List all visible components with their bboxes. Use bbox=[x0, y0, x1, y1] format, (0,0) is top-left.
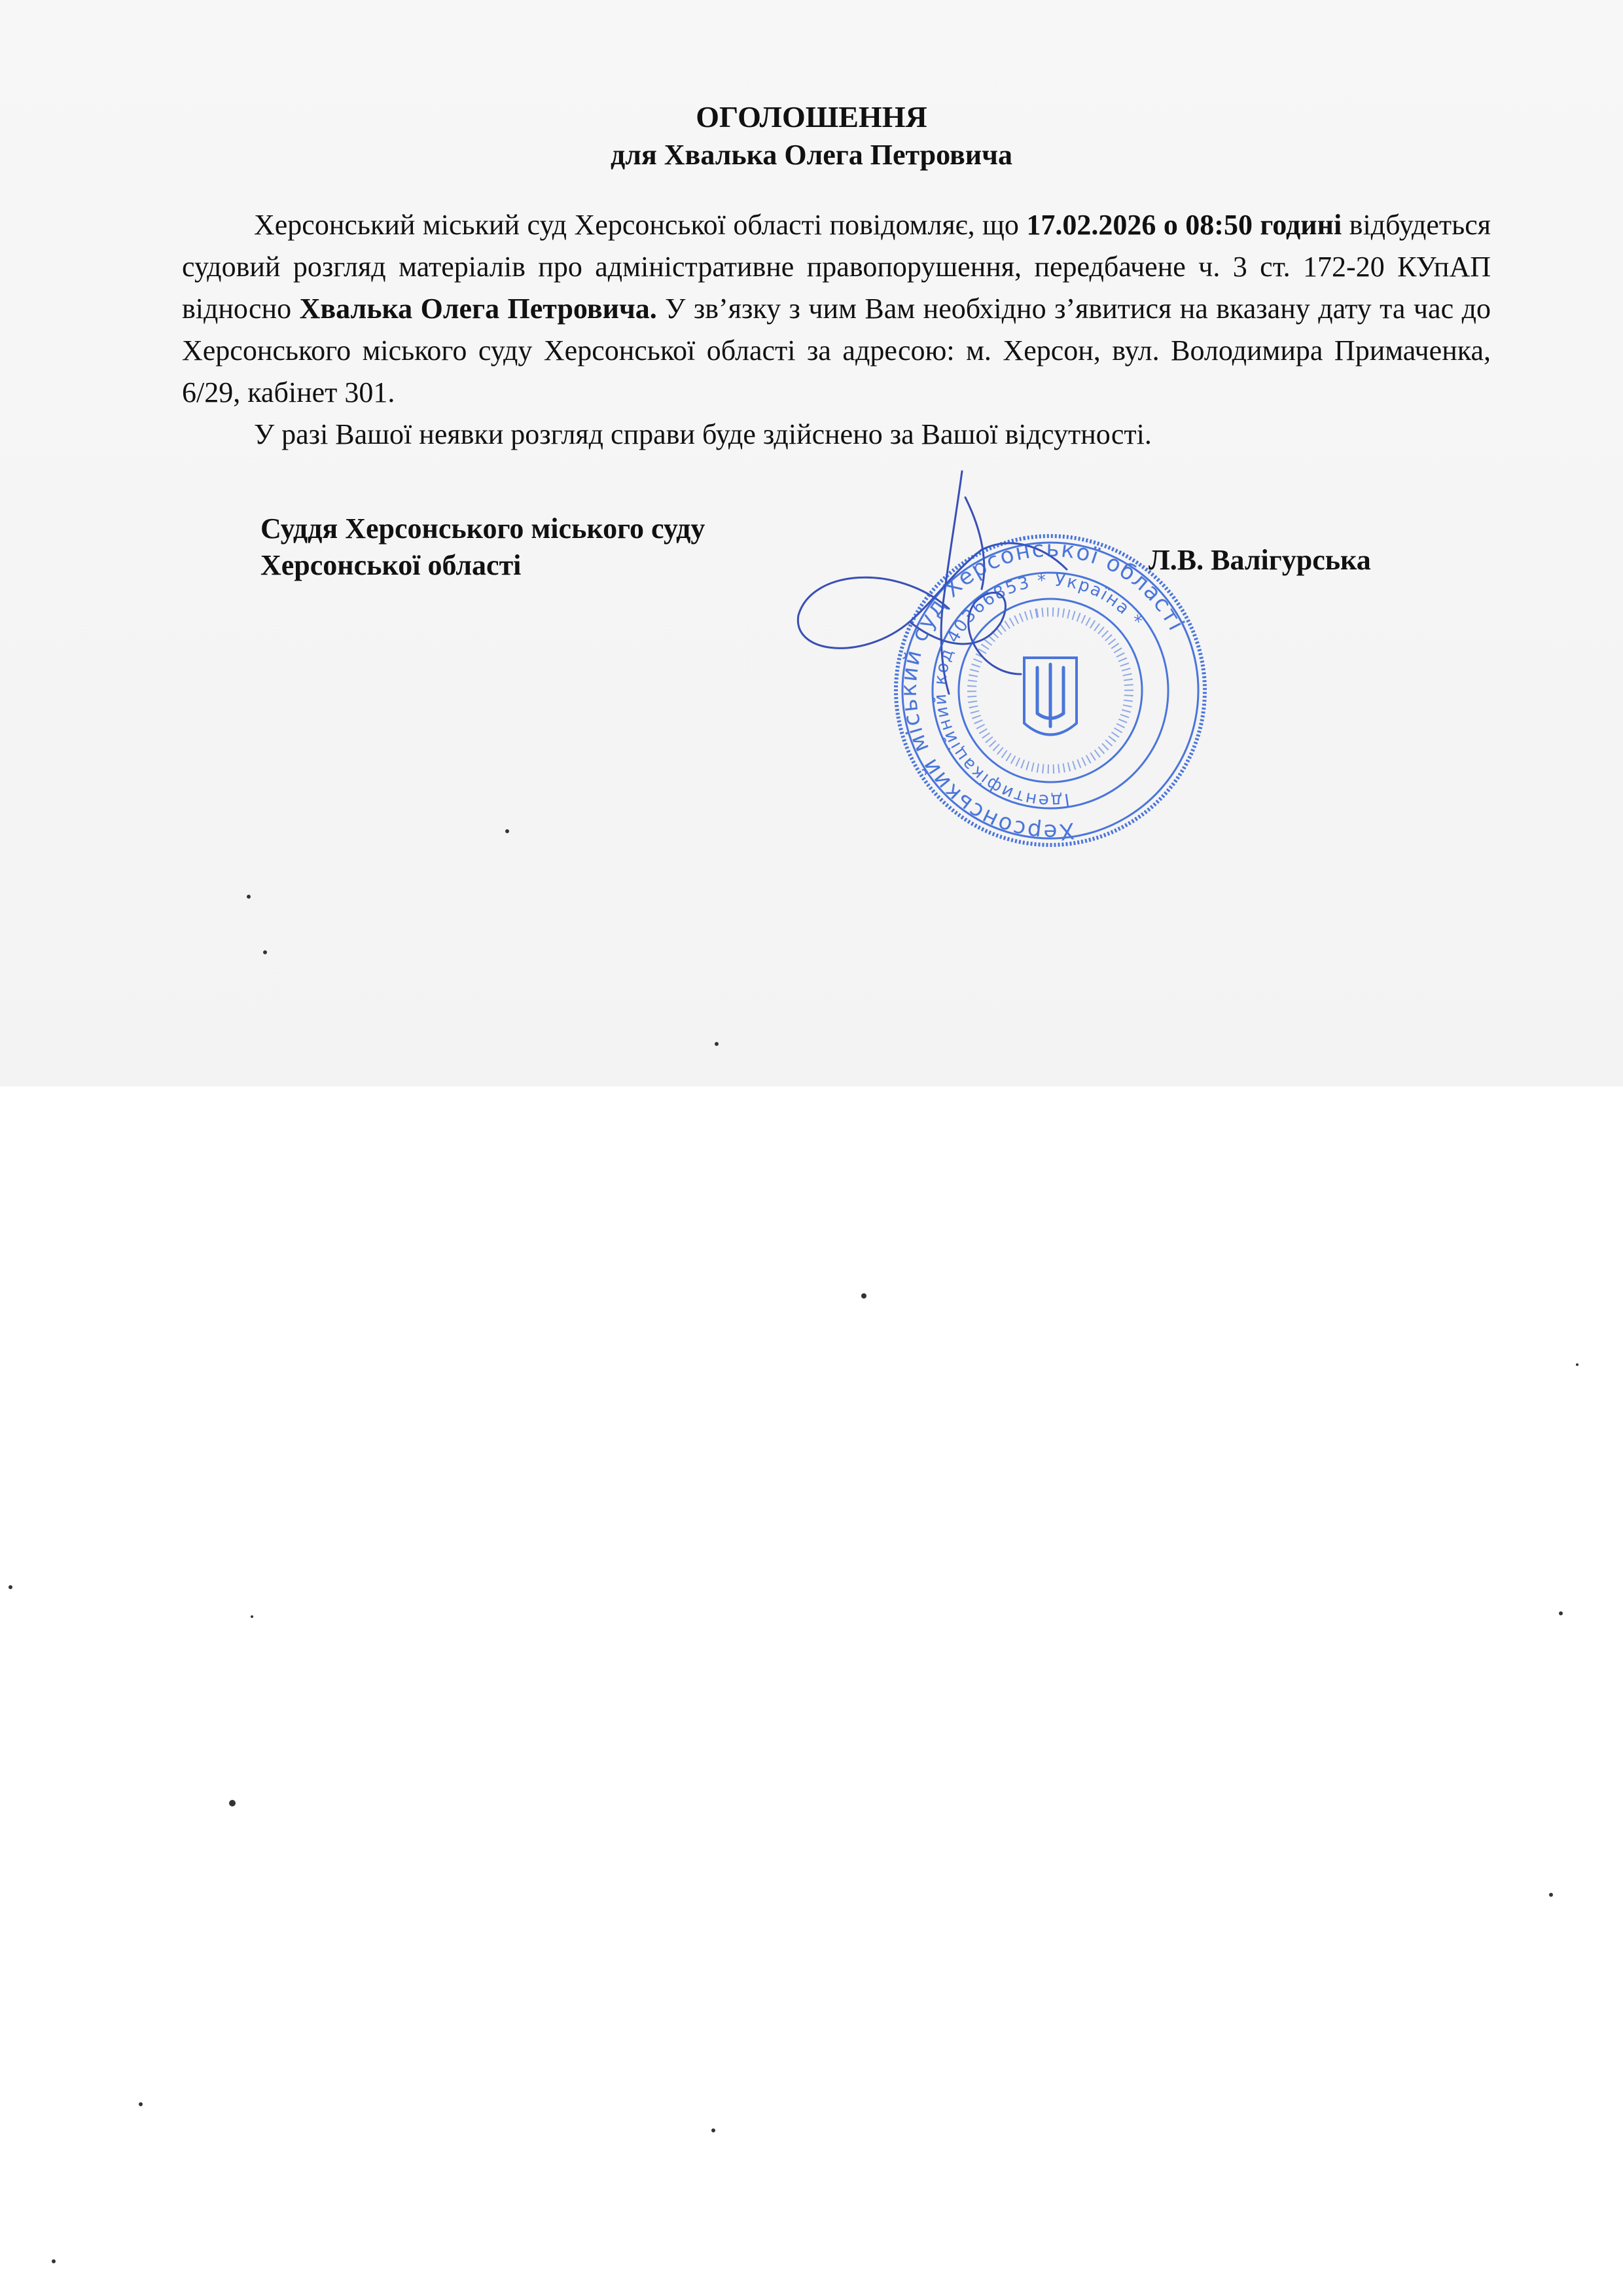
hearing-datetime: 17.02.2026 о 08:50 годині bbox=[1026, 209, 1342, 241]
stamp-inner-text: Ідентифікаційний код 40366853 * Україна * bbox=[930, 570, 1147, 811]
text-run: Херсонський міський суд Херсонської області повідомляє, що bbox=[254, 209, 1027, 241]
announcement-title: ОГОЛОШЕННЯ bbox=[696, 100, 927, 134]
text-run: відбудеться судовий розгляд матеріалів про адміністративне правопорушення, передбачене ч. 3 ст. 172-20 КУпАП відносно bbox=[182, 209, 1491, 325]
judge-position-line1: Суддя Херсонського міського суду bbox=[260, 512, 705, 545]
paragraph-absence-notice: У разі Вашої неявки розгляд справи буде здійснено за Вашої відсутності. bbox=[254, 418, 1152, 450]
text-run: У зв’язку з чим Вам необхідно з’явитися на вказану дату та час до Херсонського міського суду Херсонської області за адресою: м. Херсон, вул. Володимира Примаченка, 6/29, кабінет 301. bbox=[182, 293, 1491, 408]
announcement-addressee: для Хвалька Олега Петровича bbox=[611, 139, 1012, 171]
defendant-name: Хвалька Олега Петровича. bbox=[299, 293, 657, 325]
stamp-outer-text: Херсонський міський суд Херсонської області bbox=[895, 535, 1190, 846]
judge-position-line2: Херсонської області bbox=[260, 549, 522, 581]
judge-name: Л.В. Валігурська bbox=[1149, 544, 1371, 576]
